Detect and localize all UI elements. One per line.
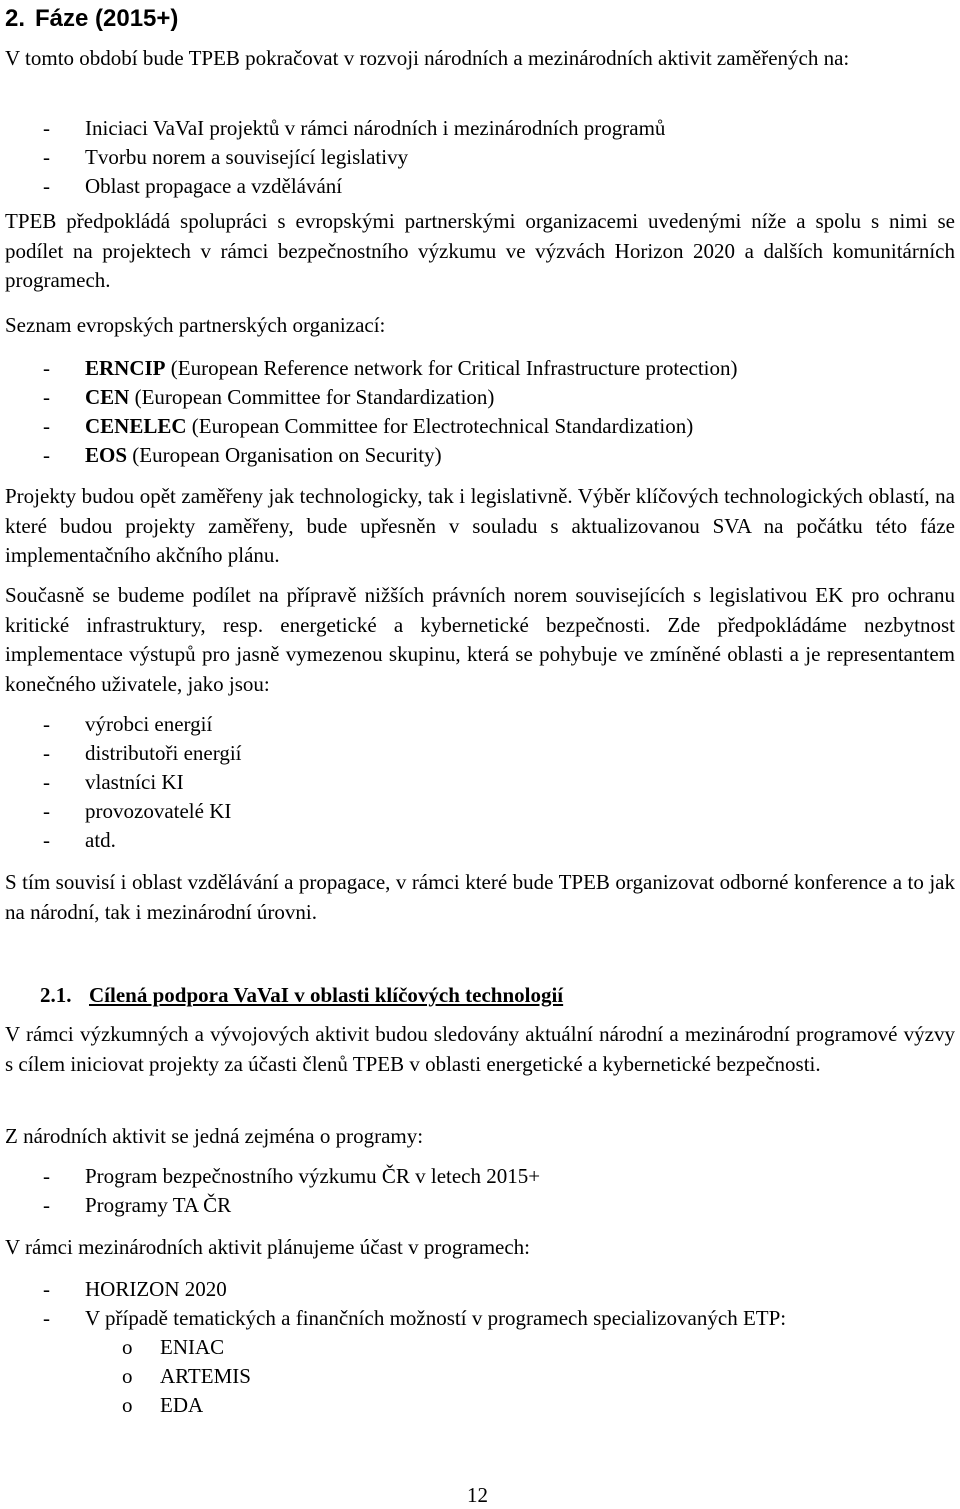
chapter-title: Fáze (2015+) — [35, 5, 179, 32]
list-item: - Program bezpečnostního výzkumu ČR v letech 2015+ — [43, 1164, 541, 1188]
partner-abbr: CEN — [85, 385, 130, 409]
cooperation-paragraph: TPEB předpokládá spolupráci s evropskými partnerskými organizacemi uvedenými níže a spolu s nimi se podílet na projektech v rámci bezpečnostního výzkumu ve výzvách Horizon 2020 a dalších komunitárních programech. — [5, 209, 955, 292]
legislation-paragraph: Současně se budeme podílet na přípravě nižších právních norem souvisejících s legislativou EK pro ochranu kritické infrastruktury, resp. energetické a kybernetické bezpečnosti. Zde předpokládáme nezbytnost implementace výstupů pro jasně vymezenou skupinu, která se pohybuje ve zmíněné oblasti a je representantem konečného uživatele, jako jsou: — [5, 583, 955, 696]
list-item: - Oblast propagace a vzdělávání — [43, 174, 343, 198]
document-page — [5, 0, 955, 1509]
list-item: - Tvorbu norem a související legislativy — [43, 145, 409, 169]
page-number: 12 — [467, 1483, 488, 1507]
national-programs-list — [5, 1162, 955, 1220]
list-item: - V případě tematických a finančních možností v programech specializovaných ETP: — [43, 1306, 787, 1330]
list-item: - Iniciaci VaVaI projektů v rámci národních i mezinárodních programů — [43, 116, 666, 140]
focus-areas-list — [5, 114, 955, 201]
chapter-number: 2. — [5, 5, 26, 32]
national-intro: Z národních aktivit se jedná zejména o programy: — [5, 1124, 424, 1148]
partner-abbr: EOS — [85, 443, 128, 467]
partner-abbr: CENELEC — [85, 414, 187, 438]
list-item: - provozovatelé KI — [43, 799, 232, 823]
section-number: 2.1. — [40, 983, 72, 1007]
chapter-heading — [5, 4, 178, 34]
section-heading — [40, 981, 563, 1010]
list-item: - Programy TA ČR — [43, 1193, 232, 1217]
international-programs-list — [5, 1275, 955, 1420]
partner-abbr: ERNCIP — [85, 356, 166, 380]
list-item: - výrobci energií — [43, 712, 213, 736]
partner-item: - EOS (European Organisation on Security) — [43, 443, 442, 467]
section-title: Cílená podpora VaVaI v oblasti klíčových technologií — [89, 983, 564, 1007]
list-item: - vlastníci KI — [43, 770, 184, 794]
partner-item: - ERNCIP (European Reference network for Critical Infrastructure protection) — [43, 356, 738, 380]
partners-intro: Seznam evropských partnerských organizací: — [5, 313, 386, 337]
partner-item: - CEN (European Committee for Standardization) — [43, 385, 495, 409]
list-item: - HORIZON 2020 — [43, 1277, 227, 1301]
list-item: - atd. — [43, 828, 116, 852]
intro-paragraph: V tomto období bude TPEB pokračovat v rozvoji národních a mezinárodních aktivit zaměřených na: — [5, 46, 850, 70]
sub-list-item: o ARTEMIS — [122, 1364, 251, 1388]
research-paragraph: V rámci výzkumných a vývojových aktivit budou sledovány aktuální národní a mezinárodní programové výzvy s cílem iniciovat projekty za účasti členů TPEB v oblasti energetické a kybernetické bezpečnosti. — [5, 1022, 955, 1076]
projects-paragraph: Projekty budou opět zaměřeny jak technologicky, tak i legislativně. Výběr klíčových technologických oblastí, na které budou projekty zaměřeny, bude upřesněn v souladu s aktualizovanou SVA na počátku této fáze implementačního akčního plánu. — [5, 484, 955, 567]
sub-list-item: o EDA — [122, 1393, 204, 1417]
partners-list — [5, 354, 955, 470]
international-intro: V rámci mezinárodních aktivit plánujeme účast v programech: — [5, 1235, 531, 1259]
list-item: - distributoři energií — [43, 741, 242, 765]
education-paragraph: S tím souvisí i oblast vzdělávání a propagace, v rámci které bude TPEB organizovat odborné konference a to jak na národní, tak i mezinárodní úrovni. — [5, 870, 955, 924]
sub-list-item: o ENIAC — [122, 1335, 225, 1359]
end-users-list — [5, 710, 955, 855]
partner-item: - CENELEC (European Committee for Electrotechnical Standardization) — [43, 414, 694, 438]
